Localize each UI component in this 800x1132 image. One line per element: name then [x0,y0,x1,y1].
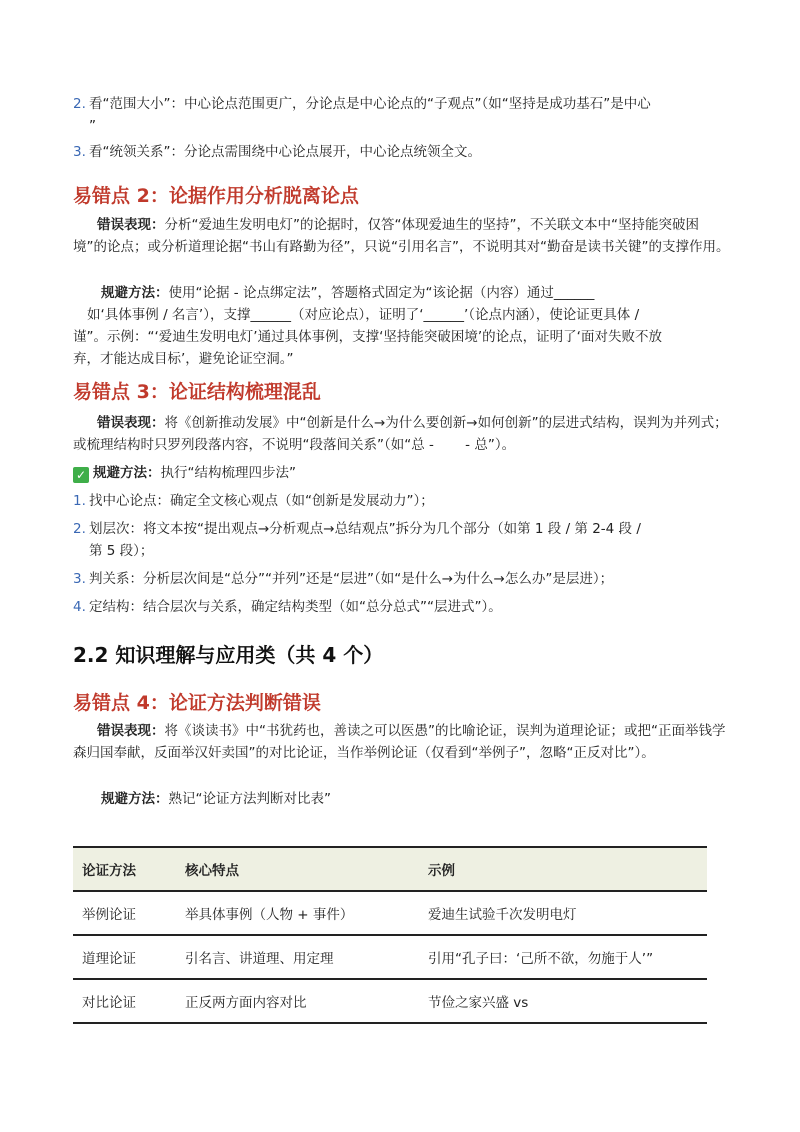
error-point-4-heading: 易错点 4：论证方法判断错误 [73,692,321,714]
error-point-3-description [73,412,730,456]
list-text: 判关系：分析层次间是“总分”“并列”还是“层进”（如“是什么→为什么→怎么办”是层进）； [89,571,614,587]
table-cell: 举例论证 [73,891,176,935]
table-cell: 对比论证 [73,979,176,1023]
error-label: 错误表现： [97,217,165,233]
error-point-3-heading: 易错点 3：论证结构梳理混乱 [73,381,321,403]
error-point-2-avoid [73,282,730,370]
list-number: 3. [73,571,86,587]
list-number: 3. [73,144,86,160]
section-heading: 2.2 知识理解与应用类（共 4 个） [73,643,384,667]
list-item [73,518,730,562]
avoid-line: 使用“论据 - 论点绑定法”，答题格式固定为“该论据（内容）通过______ [168,285,595,301]
list-item [73,490,730,512]
list-number: 4. [73,599,86,615]
list-item [73,568,730,590]
table-header-cell: 论证方法 [73,847,176,891]
list-item [73,596,730,618]
error-point-3-avoid [73,462,730,484]
argument-method-table [73,846,707,1024]
table-cell: 引名言、讲道理、用定理 [176,935,419,979]
list-text: 定结构：结合层次与关系，确定结构类型（如“总分总式”“层进式”）。 [89,599,502,615]
list-text: 看“统领关系”：分论点需围绕中心论点展开，中心论点统领全文。 [89,144,481,160]
avoid-line: 弃，才能达成目标’，避免论证空洞。” [73,351,294,367]
list-item [73,93,730,137]
table-header-cell: 示例 [419,847,707,891]
avoid-label: 规避方法： [101,285,169,301]
table-cell: 爱迪生试验千次发明电灯 [419,891,707,935]
avoid-text: 熟记“论证方法判断对比表” [168,791,331,807]
table-cell: 正反两方面内容对比 [176,979,419,1023]
table-cell: 节俭之家兴盛 vs [419,979,707,1023]
table-cell: 道理论证 [73,935,176,979]
avoid-line: 谨”。示例：“‘爱迪生发明电灯’通过具体事例，支撑‘坚持能突破困境’的论点，证明了‘面对失败不放 [73,329,662,345]
error-point-2-heading: 易错点 2：论据作用分析脱离论点 [73,185,359,207]
table-cell: 引用“孔子曰：‘己所不欲，勿施于人’” [419,935,707,979]
table-cell: 举具体事例（人物 + 事件） [176,891,419,935]
error-point-4-description [73,720,730,764]
list-text: 找中心论点：确定全文核心观点（如“创新是发展动力”）； [89,493,434,509]
list-text: 看“范围大小”：中心论点范围更广，分论点是中心论点的“子观点”（如“坚持是成功基石”是中心 [89,96,651,112]
list-number: 2. [73,521,86,537]
avoid-label: 规避方法： [93,465,161,481]
avoid-line: 如‘具体事例 / 名言’），支撑______（对应论点），证明了‘______’（论点内涵），使论证更具体 / [87,307,640,323]
error-label: 错误表现： [97,415,165,431]
error-point-4-avoid [73,788,758,810]
error-text: 将《谈读书》中“书犹药也，善读之可以医愚”的比喻论证，误判为道理论证；或把“正面举钱学森归国奉献，反面举汉奸卖国”的对比论证，当作举例论证（仅看到“举例子”，忽略“正反对比”）。 [73,723,726,761]
table-row [73,979,707,1023]
list-text: 划层次：将文本按“提出观点→分析观点→总结观点”拆分为几个部分（如第 1 段 / 第 2-4 段 / [89,521,641,537]
table-row [73,935,707,979]
check-mark-icon: ✓ [73,467,89,483]
avoid-label: 规避方法： [101,791,169,807]
list-text-continued: ” [89,118,96,134]
table-header-row [73,847,707,891]
list-number: 2. [73,96,86,112]
list-text-continued: 第 5 段）； [89,543,154,559]
avoid-text: 执行“结构梳理四步法” [160,465,296,481]
list-number: 1. [73,493,86,509]
error-text: 将《创新推动发展》中“创新是什么→为什么要创新→如何创新”的层进式结构，误判为并列式；或梳理结构时只罗列段落内容，不说明“段落间关系”（如“总 - - 总”）。 [73,415,728,453]
table-row [73,891,707,935]
error-text: 分析“爱迪生发明电灯”的论据时，仅答“体现爱迪生的坚持”，不关联文本中“坚持能突破困境”的论点；或分析道理论据“书山有路勤为径”，只说“引用名言”，不说明其对“勤奋是读书关键”的支撑作用。 [73,217,730,255]
error-point-2-description [73,214,730,258]
error-label: 错误表现： [97,723,165,739]
list-item [73,141,730,163]
table-header-cell: 核心特点 [176,847,419,891]
